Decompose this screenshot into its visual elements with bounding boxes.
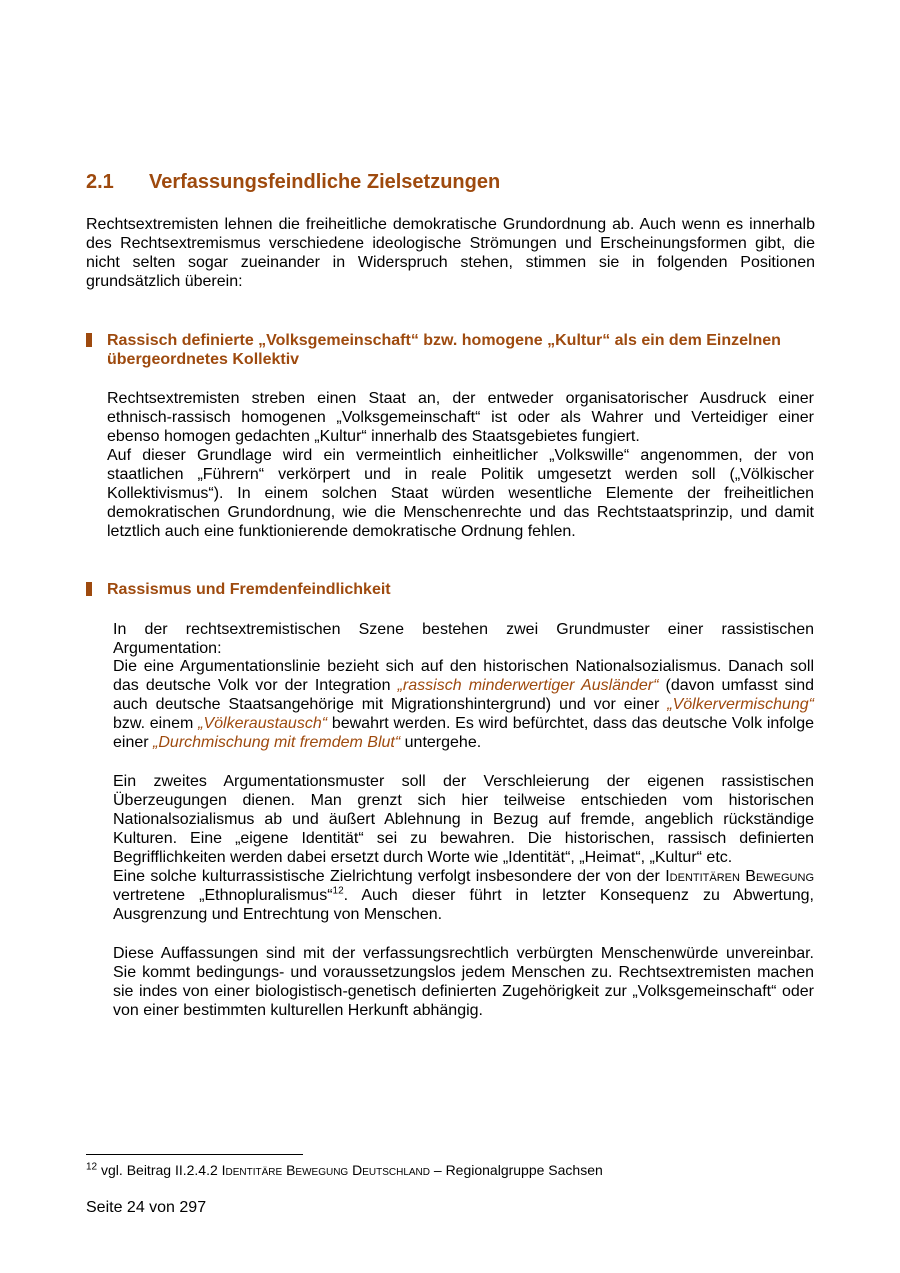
footnote-number: 12 [86, 1161, 98, 1173]
point2-paragraph-4 [113, 867, 814, 924]
footnote-reference[interactable]: 12 [332, 885, 344, 897]
quote-emphasis: „Völkervermischung“ [667, 696, 814, 713]
page-number: Seite 24 von 297 [86, 1199, 207, 1216]
text-run: Eine solche kulturrassistische Zielrichtung verfolgt insbesondere der von der [113, 868, 666, 885]
text-run: (davon umfasst sind auch deutsche Staatsangehörige mit Migrationshintergrund) und vor einer [113, 677, 815, 713]
point1-heading-text: Rassisch definierte „Volksgemeinschaft“ bzw. homogene „Kultur“ als ein dem Einzelnen übergeordnetes Kollektiv [107, 332, 781, 368]
quote-emphasis: „rassisch minderwertiger Ausländer“ [397, 677, 659, 694]
point2-paragraph-5: Diese Auffassungen sind mit der verfassungsrechtlich verbürgten Menschenwürde unvereinbar. Sie kommt bedingungs- und voraussetzungslos jedem Menschen zu. Rechtsextremisten machen sie indes von einer biologistisch-genetisch definierten Zugehörigkeit zur „Volksgemeinschaft“ oder von einer bestimmten kulturellen Herkunft abhängig. [113, 945, 814, 1019]
section-heading [86, 171, 500, 194]
quote-emphasis: „Völkeraustausch“ [198, 715, 328, 732]
bullet-marker-icon [86, 582, 92, 596]
text-run: bzw. einem [113, 715, 199, 732]
point2-paragraph-3: Ein zweites Argumentationsmuster soll der Verschleierung der eigenen rassistischen Überzeugungen dienen. Man grenzt sich hier teilweise entschieden vom historischen Nationalsozialismus ab und äußert Ablehnung in Bezug auf fremde, angeblich rückständige Kulturen. Eine „eigene Identität“ sei zu bewahren. Die historischen, rassisch definierten Begrifflichkeiten werden dabei ersetzt durch Worte wie „Identität“, „Heimat“, „Kultur“ etc. [113, 773, 814, 866]
point1-heading [86, 331, 815, 369]
point2-heading-text: Rassismus und Fremdenfeindlichkeit [107, 581, 391, 598]
bullet-marker-icon [86, 333, 92, 347]
footnote-organization: Identitäre Bewegung Deutschland [221, 1162, 430, 1178]
footnote-text: – Regionalgruppe Sachsen [430, 1162, 603, 1178]
text-run: bewahrt werden. Es wird befürchtet, dass das deutsche Volk infolge einer [113, 715, 815, 751]
text-run: vertretene „Ethnopluralismus“ [113, 887, 333, 904]
quote-emphasis: „Durchmischung mit fremdem Blut“ [153, 734, 401, 751]
point1-paragraph-2: Auf dieser Grundlage wird ein vermeintlich einheitlicher „Volkswille“ angenommen, der von staatlichen „Führern“ verkörpert und in reale Politik umgesetzt werden soll („Völkischer Kollektivismus“). In einem solchen Staat würden wesentliche Elemente der freiheitlichen demokratischen Grundordnung, wie die Menschenrechte und das Rechtstaatsprinzip, und damit letztlich auch eine funktionierende demokratische Ordnung fehlen. [107, 447, 814, 540]
text-run: untergehe. [400, 734, 482, 751]
text-run: . Auch dieser führt in letzter Konsequenz zu Abwertung, Ausgrenzung und Entrechtung von Menschen. [113, 887, 815, 923]
point2-paragraph-1: In der rechtsextremistischen Szene bestehen zwei Grundmuster einer rassistischen Argumentation: [113, 621, 814, 657]
footnote-divider [86, 1154, 303, 1155]
text-run: Die eine Argumentationslinie bezieht sich auf den historischen Nationalsozialismus. Danach soll das deutsche Volk vor der Integration [113, 658, 814, 694]
point2-heading [86, 580, 815, 599]
section-title: Verfassungsfeindliche Zielsetzungen [149, 171, 501, 193]
footnote [86, 1162, 603, 1178]
point2-paragraph-2 [113, 657, 814, 752]
point1-paragraph-1: Rechtsextremisten streben einen Staat an, der entweder organisatorischer Ausdruck einer ethnisch-rassisch homogenen „Volksgemeinschaft“ ist oder als Wahrer und Verteidiger einer ebenso homogen gedachten „Kultur“ innerhalb des Staatsgebietes fungiert. [107, 390, 814, 445]
footnote-text: vgl. Beitrag II.2.4.2 [97, 1162, 222, 1178]
intro-paragraph: Rechtsextremisten lehnen die freiheitliche demokratische Grundordnung ab. Auch wenn es innerhalb des Rechtsextremismus verschiedene ideologische Strömungen und Erscheinungsformen gibt, die nicht selten sogar zueinander in Widerspruch stehen, stimmen sie in folgenden Positionen grundsätzlich überein: [86, 216, 815, 290]
organization-name: Identitären Bewegung [665, 868, 814, 885]
section-number: 2.1 [86, 171, 114, 193]
